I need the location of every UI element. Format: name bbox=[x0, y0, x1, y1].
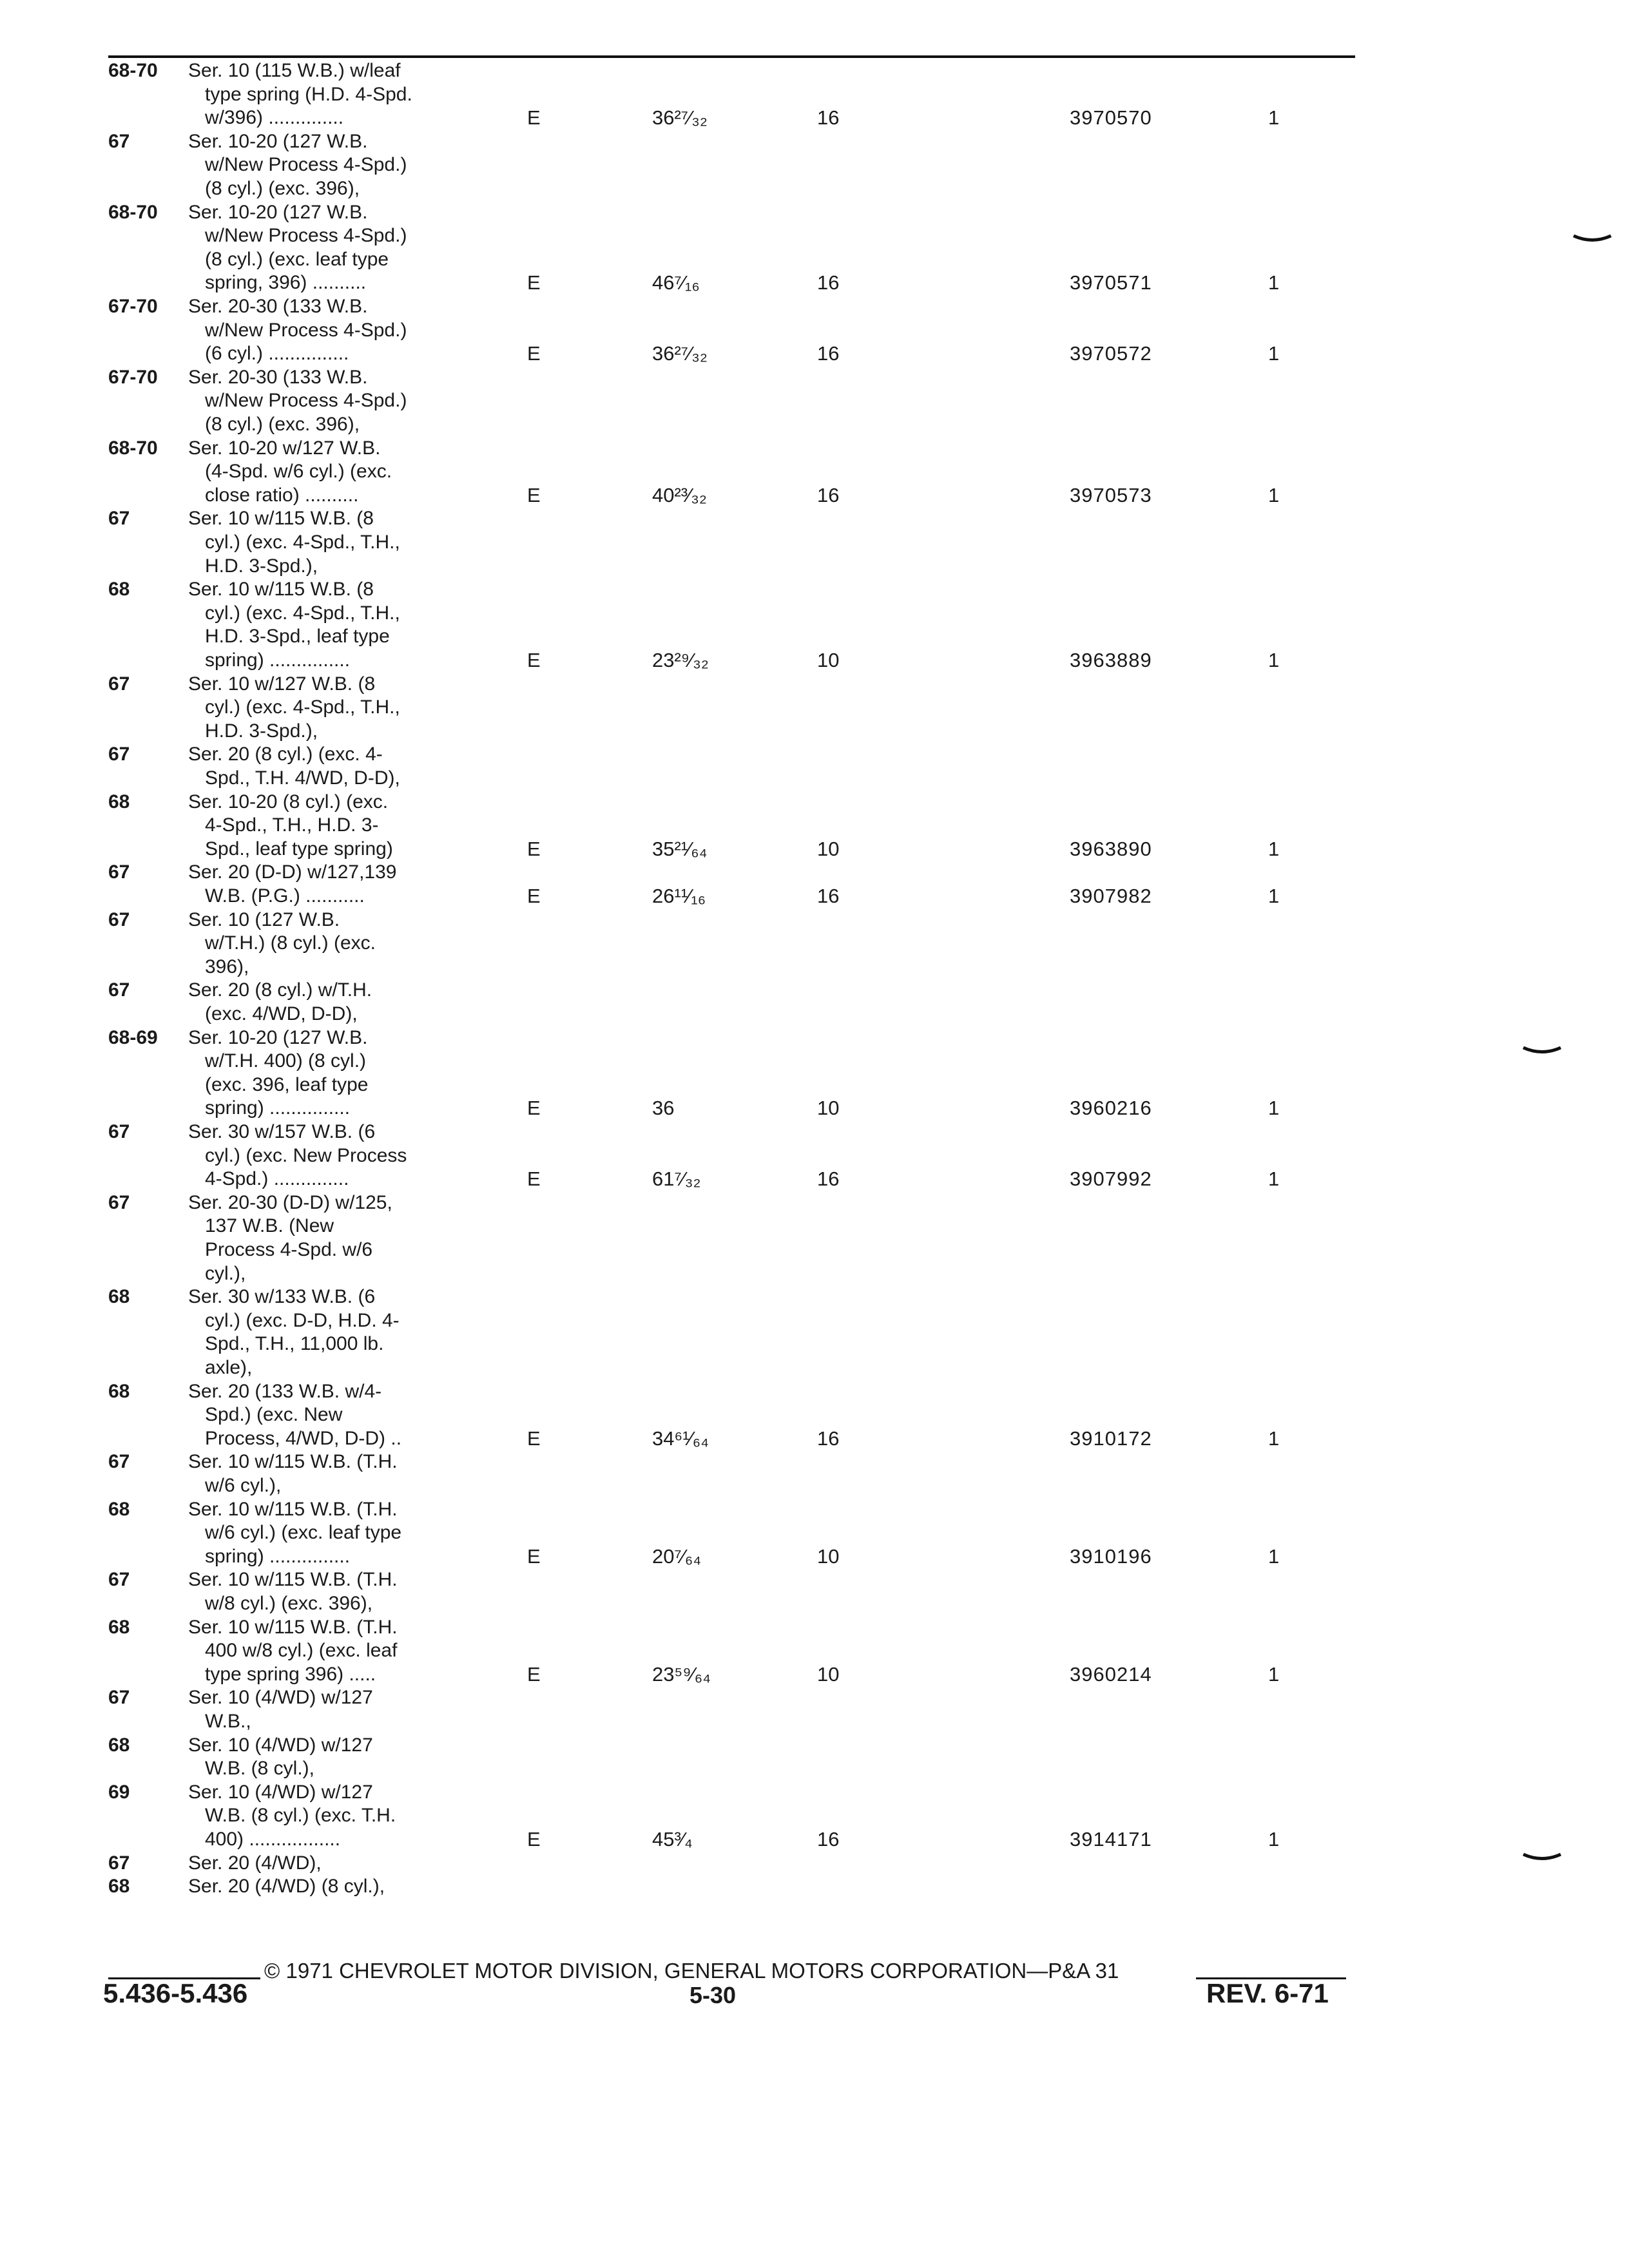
application-description: (8 cyl.) (exc. leaf type bbox=[205, 248, 389, 270]
model-year: 67 bbox=[108, 1451, 130, 1473]
spec-code: E bbox=[527, 649, 541, 671]
quantity: 1 bbox=[1268, 885, 1280, 907]
part-number: 3910172 bbox=[1070, 1427, 1152, 1450]
shaft-length: 36²⁷⁄₃₂ bbox=[652, 342, 708, 365]
section-number: 5.436-5.436 bbox=[103, 1978, 248, 2008]
application-description: Spd.) (exc. New bbox=[205, 1404, 343, 1426]
shaft-length: 23⁵⁹⁄₆₄ bbox=[652, 1662, 711, 1686]
part-number: 3963889 bbox=[1070, 649, 1152, 671]
tube-size: 10 bbox=[817, 1662, 840, 1686]
tube-size: 16 bbox=[817, 483, 840, 506]
application-description: 396), bbox=[205, 956, 249, 977]
shaft-length: 61⁷⁄₃₂ bbox=[652, 1168, 701, 1191]
quantity: 1 bbox=[1268, 1097, 1280, 1120]
application-description: Ser. 10-20 (8 cyl.) (exc. bbox=[188, 791, 389, 812]
spec-code: E bbox=[527, 1662, 541, 1686]
model-year: 69 bbox=[108, 1781, 130, 1803]
tube-size: 16 bbox=[817, 885, 840, 907]
model-year: 68-69 bbox=[108, 1026, 158, 1048]
application-description: w/8 cyl.) (exc. 396), bbox=[205, 1593, 373, 1614]
application-description: 400 w/8 cyl.) (exc. leaf bbox=[205, 1640, 398, 1662]
application-description: Spd., T.H., 11,000 lb. bbox=[205, 1333, 384, 1355]
application-description: Ser. 10 w/115 W.B. (T.H. bbox=[188, 1451, 398, 1473]
model-year: 68-70 bbox=[108, 437, 158, 459]
model-year: 67 bbox=[108, 1687, 130, 1709]
application-description: spring, 396) .......... bbox=[205, 272, 367, 294]
shaft-length: 26¹¹⁄₁₆ bbox=[652, 885, 706, 907]
tube-size: 10 bbox=[817, 837, 840, 860]
tube-size: 16 bbox=[817, 106, 840, 130]
application-description: spring) ............... bbox=[205, 1545, 351, 1567]
model-year: 68 bbox=[108, 1380, 130, 1402]
quantity: 1 bbox=[1268, 1662, 1280, 1686]
part-number: 3910196 bbox=[1070, 1544, 1152, 1568]
application-description: 4-Spd., T.H., H.D. 3- bbox=[205, 814, 379, 836]
model-year: 67-70 bbox=[108, 366, 158, 388]
application-description: Ser. 20 (8 cyl.) (exc. 4- bbox=[188, 744, 383, 765]
model-year: 68-70 bbox=[108, 201, 158, 223]
application-description: Ser. 10 w/115 W.B. (T.H. bbox=[188, 1498, 398, 1520]
part-number: 3970573 bbox=[1070, 483, 1152, 506]
model-year: 67 bbox=[108, 673, 130, 695]
model-year: 67 bbox=[108, 979, 130, 1001]
model-year: 67 bbox=[108, 1852, 130, 1874]
application-description: cyl.) (exc. New Process bbox=[205, 1144, 407, 1166]
tube-size: 16 bbox=[817, 342, 840, 365]
application-description: cyl.) (exc. D-D, H.D. 4- bbox=[205, 1309, 400, 1331]
spec-code: E bbox=[527, 342, 541, 365]
application-description: w/T.H.) (8 cyl.) (exc. bbox=[205, 932, 376, 954]
application-description: Ser. 10 (127 W.B. bbox=[188, 908, 340, 930]
application-description: w/6 cyl.) (exc. leaf type bbox=[205, 1522, 402, 1544]
application-description: w/T.H. 400) (8 cyl.) bbox=[205, 1050, 367, 1072]
spec-code: E bbox=[527, 1544, 541, 1568]
spec-code: E bbox=[527, 1828, 541, 1850]
application-description: Ser. 10 (115 W.B.) w/leaf bbox=[188, 60, 401, 81]
model-year: 68 bbox=[108, 1616, 130, 1638]
application-description: Process 4-Spd. w/6 bbox=[205, 1239, 373, 1260]
part-number: 3970572 bbox=[1070, 342, 1152, 365]
revision-label: REV. 6-71 bbox=[1206, 1978, 1329, 2008]
application-description: Ser. 30 w/157 W.B. (6 bbox=[188, 1121, 376, 1142]
application-description: spring) ............... bbox=[205, 1097, 351, 1119]
quantity: 1 bbox=[1268, 271, 1280, 294]
application-description: (8 cyl.) (exc. 396), bbox=[205, 178, 360, 199]
application-description: cyl.) (exc. 4-Spd., T.H., bbox=[205, 532, 400, 553]
spec-code: E bbox=[527, 885, 541, 907]
quantity: 1 bbox=[1268, 1544, 1280, 1568]
model-year: 68 bbox=[108, 1498, 130, 1520]
application-description: Ser. 30 w/133 W.B. (6 bbox=[188, 1286, 376, 1308]
quantity: 1 bbox=[1268, 1168, 1280, 1191]
quantity: 1 bbox=[1268, 483, 1280, 506]
application-description: (4-Spd. w/6 cyl.) (exc. bbox=[205, 461, 392, 483]
quantity: 1 bbox=[1268, 1427, 1280, 1450]
application-description: w/New Process 4-Spd.) bbox=[205, 390, 407, 412]
application-description: 137 W.B. (New bbox=[205, 1215, 334, 1237]
model-year: 67 bbox=[108, 1121, 130, 1142]
application-description: Ser. 20-30 (133 W.B. bbox=[188, 296, 368, 317]
application-description: Ser. 10-20 (127 W.B. bbox=[188, 130, 368, 152]
application-description: Ser. 20 (4/WD) (8 cyl.), bbox=[188, 1876, 385, 1898]
application-description: Ser. 10 w/127 W.B. (8 bbox=[188, 673, 376, 695]
application-description: Ser. 10 w/115 W.B. (T.H. bbox=[188, 1616, 398, 1638]
spec-code: E bbox=[527, 1168, 541, 1191]
model-year: 67 bbox=[108, 861, 130, 883]
margin-mark bbox=[1522, 1852, 1562, 1863]
shaft-length: 36 bbox=[652, 1097, 675, 1120]
application-description: Ser. 10-20 w/127 W.B. bbox=[188, 437, 381, 459]
spec-code: E bbox=[527, 1427, 541, 1450]
spec-code: E bbox=[527, 483, 541, 506]
application-description: type spring 396) ..... bbox=[205, 1663, 376, 1685]
model-year: 67 bbox=[108, 130, 130, 152]
application-description: Ser. 20 (8 cyl.) w/T.H. bbox=[188, 979, 372, 1001]
shaft-length: 36²⁷⁄₃₂ bbox=[652, 106, 708, 130]
application-description: w/6 cyl.), bbox=[205, 1475, 282, 1496]
spec-code: E bbox=[527, 271, 541, 294]
tube-size: 10 bbox=[817, 1544, 840, 1568]
application-description: Ser. 20 (4/WD), bbox=[188, 1852, 322, 1874]
quantity: 1 bbox=[1268, 837, 1280, 860]
application-description: W.B. (8 cyl.), bbox=[205, 1758, 315, 1780]
application-description: Ser. 10 (4/WD) w/127 bbox=[188, 1734, 373, 1756]
quantity: 1 bbox=[1268, 649, 1280, 671]
part-number: 3970570 bbox=[1070, 106, 1152, 130]
application-description: W.B. (P.G.) ........... bbox=[205, 885, 365, 907]
application-description: cyl.) (exc. 4-Spd., T.H., bbox=[205, 602, 400, 624]
part-number: 3907982 bbox=[1070, 885, 1152, 907]
application-description: close ratio) .......... bbox=[205, 484, 359, 506]
application-description: Ser. 20-30 (133 W.B. bbox=[188, 366, 368, 388]
model-year: 67 bbox=[108, 1569, 130, 1591]
spec-code: E bbox=[527, 837, 541, 860]
model-year: 68 bbox=[108, 1734, 130, 1756]
tube-size: 16 bbox=[817, 1427, 840, 1450]
application-description: Process, 4/WD, D-D) .. bbox=[205, 1427, 402, 1449]
model-year: 67 bbox=[108, 1191, 130, 1213]
top-rule bbox=[108, 55, 1355, 58]
application-description: (exc. 396, leaf type bbox=[205, 1073, 369, 1095]
tube-size: 10 bbox=[817, 649, 840, 671]
application-description: Spd., T.H. 4/WD, D-D), bbox=[205, 767, 400, 789]
tube-size: 10 bbox=[817, 1097, 840, 1120]
shaft-length: 46⁷⁄₁₆ bbox=[652, 271, 700, 294]
application-description: Ser. 10 (4/WD) w/127 bbox=[188, 1687, 373, 1709]
application-description: Ser. 20-30 (D-D) w/125, bbox=[188, 1191, 392, 1213]
quantity: 1 bbox=[1268, 106, 1280, 130]
model-year: 68 bbox=[108, 1876, 130, 1898]
application-description: Ser. 20 (D-D) w/127,139 bbox=[188, 861, 397, 883]
application-description: W.B., bbox=[205, 1711, 251, 1732]
application-description: H.D. 3-Spd.), bbox=[205, 555, 318, 577]
part-number: 3963890 bbox=[1070, 837, 1152, 860]
model-year: 68 bbox=[108, 1286, 130, 1308]
application-description: w/New Process 4-Spd.) bbox=[205, 225, 407, 247]
application-description: w/396) .............. bbox=[205, 107, 344, 129]
model-year: 68 bbox=[108, 579, 130, 601]
application-description: H.D. 3-Spd.), bbox=[205, 720, 318, 742]
part-number: 3960214 bbox=[1070, 1662, 1152, 1686]
application-description: H.D. 3-Spd., leaf type bbox=[205, 626, 390, 648]
model-year: 67 bbox=[108, 908, 130, 930]
application-description: W.B. (8 cyl.) (exc. T.H. bbox=[205, 1805, 396, 1827]
quantity: 1 bbox=[1268, 342, 1280, 365]
application-description: spring) ............... bbox=[205, 649, 351, 671]
margin-mark bbox=[1572, 234, 1612, 244]
application-description: type spring (H.D. 4-Spd. bbox=[205, 83, 412, 105]
application-description: Ser. 10-20 (127 W.B. bbox=[188, 1026, 368, 1048]
application-description: Ser. 10 w/115 W.B. (8 bbox=[188, 508, 374, 530]
shaft-length: 20⁷⁄₆₄ bbox=[652, 1544, 702, 1568]
shaft-length: 45³⁄₄ bbox=[652, 1828, 693, 1850]
page-number: 5-30 bbox=[689, 1982, 737, 2008]
tube-size: 16 bbox=[817, 271, 840, 294]
shaft-length: 23²⁹⁄₃₂ bbox=[652, 649, 709, 671]
spec-code: E bbox=[527, 106, 541, 130]
tube-size: 16 bbox=[817, 1828, 840, 1850]
spec-code: E bbox=[527, 1097, 541, 1120]
copyright-notice: © 1971 CHEVROLET MOTOR DIVISION, GENERAL MOTORS CORPORATION—P&A 31 bbox=[264, 1959, 1119, 1983]
model-year: 67 bbox=[108, 744, 130, 765]
application-description: (8 cyl.) (exc. 396), bbox=[205, 414, 360, 435]
application-description: w/New Process 4-Spd.) bbox=[205, 319, 407, 341]
application-description: axle), bbox=[205, 1357, 253, 1378]
application-description: Ser. 10 w/115 W.B. (T.H. bbox=[188, 1569, 398, 1591]
application-description: 4-Spd.) .............. bbox=[205, 1168, 349, 1190]
quantity: 1 bbox=[1268, 1828, 1280, 1850]
tube-size: 16 bbox=[817, 1168, 840, 1191]
model-year: 68 bbox=[108, 791, 130, 812]
model-year: 67-70 bbox=[108, 296, 158, 317]
application-description: Ser. 10 (4/WD) w/127 bbox=[188, 1781, 373, 1803]
shaft-length: 34⁶¹⁄₆₄ bbox=[652, 1427, 709, 1450]
application-description: cyl.) (exc. 4-Spd., T.H., bbox=[205, 697, 400, 718]
application-description: Ser. 10-20 (127 W.B. bbox=[188, 201, 368, 223]
application-description: (exc. 4/WD, D-D), bbox=[205, 1003, 358, 1024]
part-number: 3960216 bbox=[1070, 1097, 1152, 1120]
part-number: 3914171 bbox=[1070, 1828, 1152, 1850]
application-description: w/New Process 4-Spd.) bbox=[205, 154, 407, 176]
shaft-length: 40²³⁄₃₂ bbox=[652, 483, 707, 506]
shaft-length: 35²¹⁄₆₄ bbox=[652, 837, 708, 860]
part-number: 3907992 bbox=[1070, 1168, 1152, 1191]
model-year: 67 bbox=[108, 508, 130, 530]
part-number: 3970571 bbox=[1070, 271, 1152, 294]
application-description: cyl.), bbox=[205, 1262, 246, 1284]
margin-mark bbox=[1522, 1046, 1562, 1056]
application-description: Ser. 20 (133 W.B. w/4- bbox=[188, 1380, 382, 1402]
application-description: Ser. 10 w/115 W.B. (8 bbox=[188, 579, 374, 601]
application-description: 400) ................. bbox=[205, 1829, 341, 1850]
application-description: Spd., leaf type spring) bbox=[205, 838, 393, 860]
model-year: 68-70 bbox=[108, 60, 158, 81]
application-description: (6 cyl.) ............... bbox=[205, 343, 349, 365]
